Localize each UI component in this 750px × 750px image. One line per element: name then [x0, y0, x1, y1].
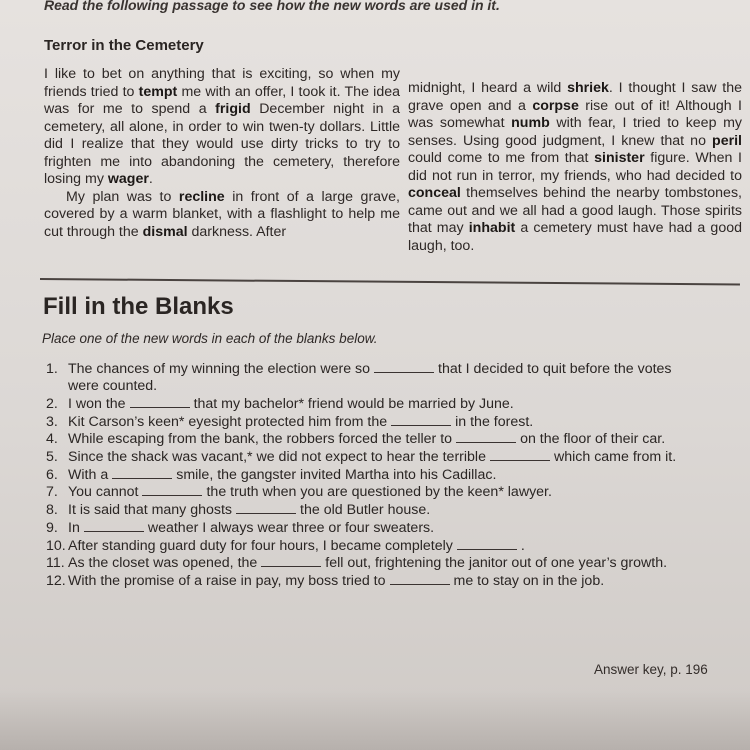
passage-text: I like to bet on anything that is exciting, so when my friends tried to [44, 66, 400, 100]
passage-paragraph-3 [408, 80, 742, 255]
item-text-before: You cannot [68, 484, 139, 501]
blank-item-6 [46, 467, 686, 484]
blank-item-4 [46, 431, 686, 448]
exercise-instructions: Place one of the new words in each of the blanks below. [42, 331, 378, 346]
item-text-after: weather I always wear three or four sweaters. [147, 519, 435, 536]
item-number: 1. [46, 361, 58, 377]
passage-left-column [44, 66, 400, 241]
story-title: Terror in the Cemetery [44, 37, 204, 54]
passage-text: midnight, I heard a wild [408, 80, 568, 96]
vocab-word: frigid [215, 101, 251, 117]
blank-item-2 [46, 396, 686, 413]
passage-text: figure. When I did not run in terror, my friends, who had decided to [408, 150, 742, 184]
item-text-before: Kit Carson’s keen* eyesight protected him from the [68, 413, 388, 430]
item-number: 4. [46, 431, 58, 448]
item-text-before: After standing guard duty for four hours, I became completely [68, 537, 453, 554]
vocab-word: recline [178, 188, 225, 205]
blank-item-3 [46, 414, 686, 431]
blank-item-11 [46, 555, 686, 572]
section-divider [40, 278, 740, 285]
passage-text: . I thought I saw the grave open and a [408, 80, 742, 114]
item-number: 11. [46, 555, 65, 572]
passage-text: darkness. After [187, 223, 287, 240]
passage-text: December night in a cemetery, all alone, in order to win twen-ty dollars. Little did I realize that they would use dirty tricks to try to frighten me into abandoning the cemetery, therefore losing my [44, 101, 400, 187]
vocab-word: wager [107, 171, 149, 187]
vocab-word: shriek [567, 80, 609, 96]
intro-instruction: Read the following passage to see how the new words are used in it. [44, 0, 500, 13]
passage-text: could come to me from that [408, 150, 595, 166]
item-text-after: . [520, 537, 525, 554]
vocab-word: inhabit [468, 220, 516, 236]
passage-paragraph-1 [44, 66, 400, 189]
vocab-word: tempt [138, 83, 178, 100]
item-number: 10. [46, 537, 66, 554]
item-text-after: which came from it. [553, 449, 677, 466]
passage-text: My plan was to [66, 188, 179, 205]
passage-text: rise out of it! Although I was somewhat [408, 97, 742, 131]
passage-text: with fear, I tried to keep my senses. Using good judgment, I knew that no [408, 115, 742, 149]
answer-blank[interactable] [236, 502, 296, 514]
item-text-after: that my bachelor* friend would be married by June. [193, 395, 514, 412]
passage-right-column [408, 80, 742, 255]
item-text-before: While escaping from the bank, the robbers forced the teller to [68, 431, 453, 448]
answer-blank[interactable] [456, 431, 516, 443]
answer-blank[interactable] [391, 414, 451, 426]
passage-text: themselves behind the nearby tombstones, came out and we all had a good laugh. Those spirits that may [408, 185, 742, 236]
item-text-after: the truth when you are questioned by the keen* lawyer. [206, 484, 552, 501]
answer-blank[interactable] [261, 555, 321, 567]
blank-item-10 [46, 538, 686, 555]
answer-blank[interactable] [390, 573, 450, 585]
item-number: 9. [46, 519, 58, 536]
fill-in-blanks-list [46, 361, 686, 591]
vocab-word: numb [511, 115, 550, 131]
item-text-before: I won the [68, 395, 126, 412]
item-text-before: It is said that many ghosts [68, 502, 233, 519]
section-title: Fill in the Blanks [43, 293, 234, 320]
item-text-before: With the promise of a raise in pay, my boss tried to [68, 572, 386, 589]
vocab-word: corpse [532, 97, 579, 114]
answer-blank[interactable] [374, 361, 434, 373]
item-text-before: With a [68, 466, 109, 483]
blank-item-8 [46, 502, 686, 519]
answer-blank[interactable] [457, 538, 517, 550]
answer-blank[interactable] [84, 520, 144, 532]
item-text-after: fell out, frightening the janitor out of one year’s growth. [325, 555, 668, 572]
page-shadow [0, 690, 750, 750]
vocab-word: dismal [142, 223, 188, 240]
passage-paragraph-2 [44, 189, 400, 242]
vocab-word: peril [712, 132, 742, 149]
answer-blank[interactable] [112, 467, 172, 479]
answer-blank[interactable] [142, 484, 202, 496]
answer-blank[interactable] [130, 396, 190, 408]
vocab-word: conceal [408, 185, 461, 201]
blank-item-1 [46, 361, 686, 395]
item-text-after: smile, the gangster invited Martha into his Cadillac. [176, 466, 497, 483]
item-number: 6. [46, 466, 58, 483]
item-text-before: As the closet was opened, the [68, 555, 258, 572]
item-number: 2. [46, 395, 58, 412]
item-text-before: In [68, 519, 80, 536]
item-number: 7. [46, 484, 58, 501]
answer-blank[interactable] [490, 449, 550, 461]
item-number: 12. [46, 572, 66, 589]
passage-text: . [148, 171, 153, 187]
item-number: 3. [46, 413, 58, 430]
answer-key-reference: Answer key, p. 196 [594, 662, 708, 677]
passage-text: me with an offer, I took it. The idea was for me to spend a [44, 83, 401, 117]
item-text-after: in the forest. [455, 413, 534, 430]
item-text-before: The chances of my winning the election were so [68, 361, 371, 377]
blank-item-12 [46, 573, 686, 590]
vocab-word: sinister [594, 150, 645, 166]
item-text-after: me to stay on in the job. [453, 572, 605, 589]
item-text-after: on the floor of their car. [520, 431, 666, 448]
item-number: 5. [46, 449, 58, 466]
item-number: 8. [46, 502, 58, 519]
blank-item-5 [46, 449, 686, 466]
passage-text: in front of a large grave, covered by a warm blanket, with a flashlight to help me cut through the [44, 188, 400, 240]
item-text-after: the old Butler house. [300, 502, 431, 519]
passage-text: a cemetery must have had a good laugh, too. [408, 220, 742, 254]
item-text-after: that I decided to quit before the votes were counted. [68, 361, 672, 395]
blank-item-7 [46, 484, 686, 501]
item-text-before: Since the shack was vacant,* we did not expect to hear the terrible [68, 449, 486, 466]
blank-item-9 [46, 520, 686, 537]
